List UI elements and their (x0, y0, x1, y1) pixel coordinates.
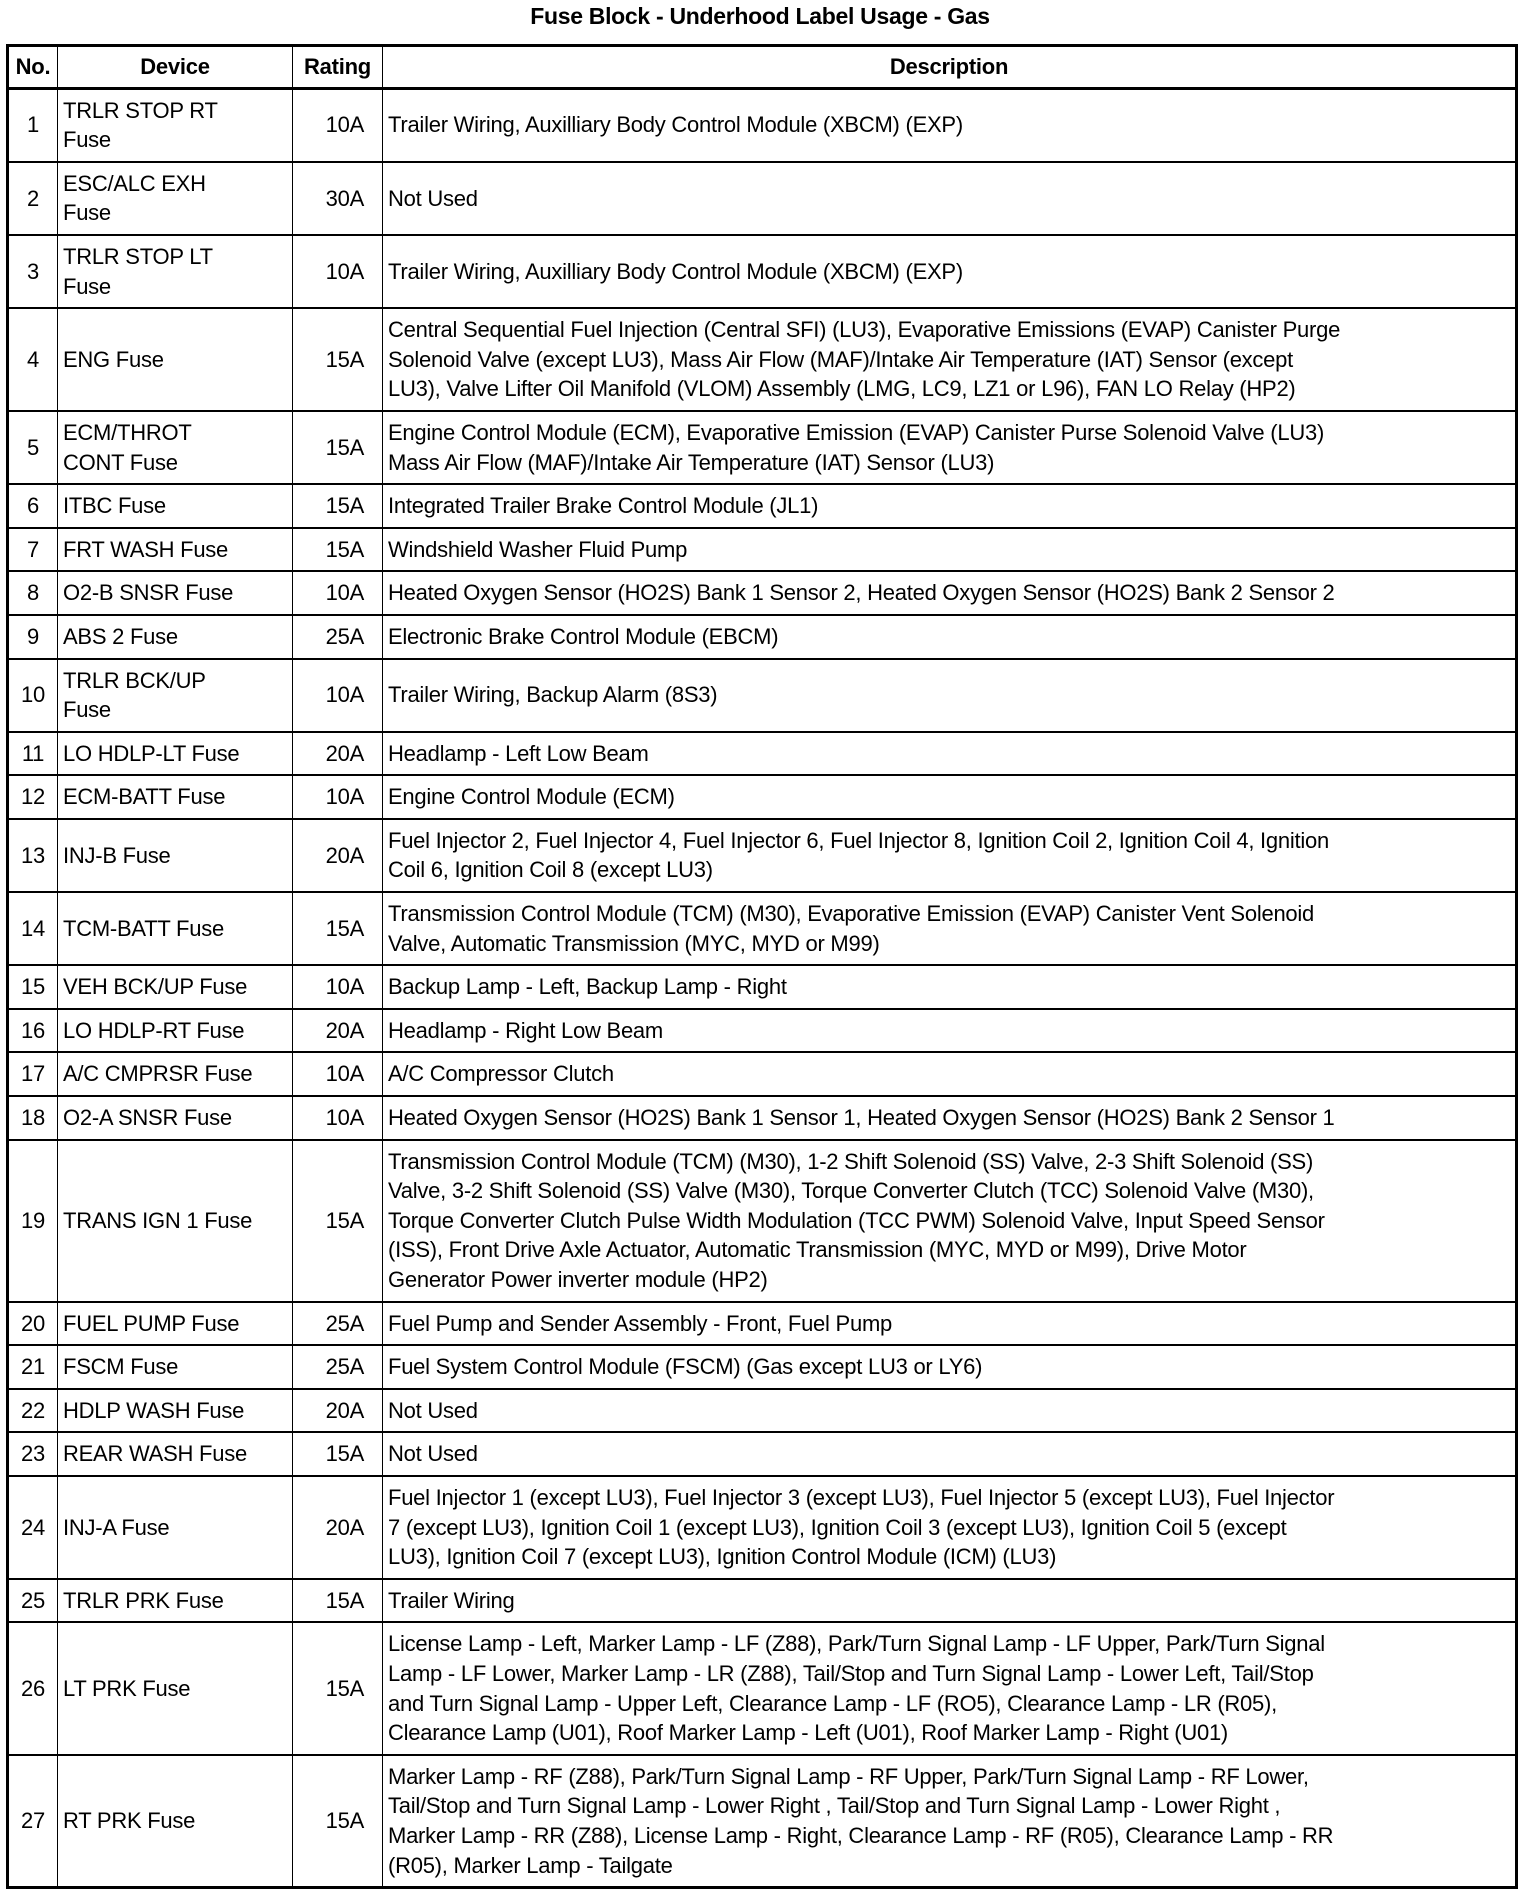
fuse-number: 6 (8, 484, 58, 528)
device-line: FUEL PUMP Fuse (63, 1310, 240, 1336)
table-row (8, 659, 1517, 732)
fuse-device (58, 1432, 293, 1476)
description-line: Tail/Stop and Turn Signal Lamp - Lower Right , Tail/Stop and Turn Signal Lamp - Lower Right , (388, 1793, 1281, 1819)
fuse-device (58, 965, 293, 1009)
table-row (8, 1579, 1517, 1623)
description-line: Fuel Injector 2, Fuel Injector 4, Fuel Injector 6, Fuel Injector 8, Ignition Coil 2, Ignition Coil 4, Ignition (388, 827, 1329, 853)
fuse-device (58, 732, 293, 776)
description-line: Trailer Wiring (388, 1587, 515, 1613)
fuse-device (58, 528, 293, 572)
fuse-description (383, 528, 1517, 572)
table-row (8, 1052, 1517, 1096)
description-line: Valve, Automatic Transmission (MYC, MYD or M99) (388, 930, 880, 956)
description-line: (R05), Marker Lamp - Tailgate (388, 1852, 673, 1878)
fuse-description (383, 1345, 1517, 1389)
fuse-rating: 10A (293, 1052, 383, 1096)
fuse-rating: 10A (293, 571, 383, 615)
fuse-device (58, 1622, 293, 1754)
device-line: ECM/THROT (63, 419, 192, 445)
fuse-number: 11 (8, 732, 58, 776)
fuse-rating: 30A (293, 162, 383, 235)
fuse-rating: 15A (293, 892, 383, 965)
fuse-description (383, 1476, 1517, 1579)
fuse-device (58, 484, 293, 528)
header-no: No. (8, 46, 58, 89)
description-line: Valve, 3-2 Shift Solenoid (SS) Valve (M30), Torque Converter Clutch (TCC) Solenoid Valve (M30), (388, 1178, 1314, 1204)
fuse-description (383, 308, 1517, 411)
fuse-device (58, 1476, 293, 1579)
device-line: LO HDLP-RT Fuse (63, 1017, 245, 1043)
device-line: FRT WASH Fuse (63, 536, 229, 562)
table-row (8, 1302, 1517, 1346)
fuse-number: 22 (8, 1389, 58, 1433)
device-line: Fuse (63, 127, 111, 153)
fuse-number: 12 (8, 775, 58, 819)
device-line: TRANS IGN 1 Fuse (63, 1207, 253, 1233)
fuse-number: 18 (8, 1096, 58, 1140)
table-row (8, 1009, 1517, 1053)
fuse-device (58, 1096, 293, 1140)
fuse-rating: 15A (293, 1622, 383, 1754)
description-line: Backup Lamp - Left, Backup Lamp - Right (388, 974, 787, 1000)
description-line: License Lamp - Left, Marker Lamp - LF (Z88), Park/Turn Signal Lamp - LF Upper, Park/Turn Signal (388, 1631, 1325, 1657)
device-line: LO HDLP-LT Fuse (63, 740, 240, 766)
description-line: Central Sequential Fuel Injection (Central SFI) (LU3), Evaporative Emissions (EVAP) Canister Purge (388, 317, 1341, 343)
description-line: Lamp - LF Lower, Marker Lamp - LR (Z88), Tail/Stop and Turn Signal Lamp - Lower Left, Tail/Stop (388, 1660, 1314, 1686)
fuse-device (58, 1052, 293, 1096)
table-row (8, 965, 1517, 1009)
table-row (8, 1476, 1517, 1579)
fuse-device (58, 411, 293, 484)
description-line: Heated Oxygen Sensor (HO2S) Bank 1 Sensor 2, Heated Oxygen Sensor (HO2S) Bank 2 Sensor 2 (388, 580, 1335, 606)
device-line: RT PRK Fuse (63, 1808, 196, 1834)
fuse-rating: 20A (293, 1389, 383, 1433)
device-line: CONT Fuse (63, 449, 178, 475)
fuse-number: 7 (8, 528, 58, 572)
fuse-description (383, 615, 1517, 659)
description-line: and Turn Signal Lamp - Upper Left, Clearance Lamp - LF (RO5), Clearance Lamp - LR (R05), (388, 1690, 1277, 1716)
device-line: INJ-A Fuse (63, 1514, 170, 1540)
table-row (8, 484, 1517, 528)
description-line: Fuel Pump and Sender Assembly - Front, Fuel Pump (388, 1310, 893, 1336)
device-line: ECM-BATT Fuse (63, 784, 226, 810)
description-line: (ISS), Front Drive Axle Actuator, Automatic Transmission (MYC, MYD or M99), Drive Motor (388, 1237, 1247, 1263)
fuse-description (383, 1302, 1517, 1346)
device-line: TRLR BCK/UP (63, 667, 206, 693)
fuse-device (58, 88, 293, 162)
description-line: Trailer Wiring, Backup Alarm (8S3) (388, 682, 718, 708)
fuse-description (383, 1140, 1517, 1302)
fuse-rating: 15A (293, 411, 383, 484)
fuse-number: 23 (8, 1432, 58, 1476)
table-row (8, 308, 1517, 411)
device-line: TCM-BATT Fuse (63, 915, 224, 941)
fuse-rating: 20A (293, 1476, 383, 1579)
fuse-description (383, 235, 1517, 308)
fuse-number: 10 (8, 659, 58, 732)
fuse-rating: 25A (293, 1345, 383, 1389)
fuse-rating: 15A (293, 308, 383, 411)
fuse-rating: 15A (293, 528, 383, 572)
fuse-description (383, 571, 1517, 615)
device-line: HDLP WASH Fuse (63, 1397, 245, 1423)
fuse-device (58, 819, 293, 892)
description-line: Engine Control Module (ECM) (388, 784, 675, 810)
description-line: Electronic Brake Control Module (EBCM) (388, 623, 779, 649)
table-row (8, 892, 1517, 965)
description-line: A/C Compressor Clutch (388, 1061, 614, 1087)
fuse-device (58, 775, 293, 819)
fuse-description (383, 732, 1517, 776)
fuse-rating: 25A (293, 1302, 383, 1346)
header-device: Device (58, 46, 293, 89)
fuse-device (58, 659, 293, 732)
device-line: TRLR STOP RT (63, 97, 218, 123)
device-line: Fuse (63, 273, 111, 299)
table-row (8, 1345, 1517, 1389)
fuse-number: 15 (8, 965, 58, 1009)
fuse-number: 24 (8, 1476, 58, 1579)
fuse-description (383, 1009, 1517, 1053)
description-line: Generator Power inverter module (HP2) (388, 1267, 768, 1292)
fuse-description (383, 1432, 1517, 1476)
device-line: ABS 2 Fuse (63, 623, 178, 649)
fuse-device (58, 162, 293, 235)
table-row (8, 1622, 1517, 1754)
fuse-rating: 10A (293, 965, 383, 1009)
fuse-number: 17 (8, 1052, 58, 1096)
fuse-description (383, 775, 1517, 819)
fuse-description (383, 965, 1517, 1009)
description-line: Transmission Control Module (TCM) (M30), Evaporative Emission (EVAP) Canister Vent Solenoid (388, 901, 1315, 927)
fuse-description (383, 1622, 1517, 1754)
table-row (8, 528, 1517, 572)
description-line: Fuel System Control Module (FSCM) (Gas except LU3 or LY6) (388, 1354, 983, 1380)
fuse-description (383, 1052, 1517, 1096)
fuse-rating: 10A (293, 775, 383, 819)
fuse-number: 9 (8, 615, 58, 659)
table-row (8, 775, 1517, 819)
fuse-number: 5 (8, 411, 58, 484)
fuse-rating: 25A (293, 615, 383, 659)
fuse-number: 1 (8, 88, 58, 162)
description-line: Marker Lamp - RF (Z88), Park/Turn Signal Lamp - RF Upper, Park/Turn Signal Lamp - RF Lower, (388, 1763, 1309, 1789)
fuse-device (58, 615, 293, 659)
device-line: ITBC Fuse (63, 493, 166, 519)
table-row (8, 88, 1517, 162)
table-row (8, 411, 1517, 484)
device-line: REAR WASH Fuse (63, 1441, 247, 1467)
description-line: LU3), Ignition Coil 7 (except LU3), Ignition Control Module (ICM) (LU3) (388, 1544, 1057, 1570)
fuse-number: 4 (8, 308, 58, 411)
table-row (8, 1140, 1517, 1302)
description-line: Engine Control Module (ECM), Evaporative Emission (EVAP) Canister Purse Solenoid Valve (LU3) (388, 419, 1325, 445)
device-line: ENG Fuse (63, 346, 164, 372)
device-line: O2-A SNSR Fuse (63, 1105, 232, 1131)
description-line: Trailer Wiring, Auxilliary Body Control Module (XBCM) (EXP) (388, 258, 963, 284)
table-row (8, 162, 1517, 235)
device-line: VEH BCK/UP Fuse (63, 974, 248, 1000)
description-line: Transmission Control Module (TCM) (M30), 1-2 Shift Solenoid (SS) Valve, 2-3 Shift Solenoid (SS) (388, 1148, 1314, 1174)
fuse-description (383, 162, 1517, 235)
fuse-device (58, 235, 293, 308)
fuse-number: 3 (8, 235, 58, 308)
fuse-rating: 20A (293, 1009, 383, 1053)
fuse-rating: 15A (293, 1140, 383, 1302)
device-line: LT PRK Fuse (63, 1675, 191, 1701)
table-row (8, 1432, 1517, 1476)
description-line: Marker Lamp - RR (Z88), License Lamp - Right, Clearance Lamp - RF (R05), Clearance Lamp - RR (388, 1822, 1334, 1848)
device-line: TRLR STOP LT (63, 243, 213, 269)
table-row (8, 571, 1517, 615)
description-line: Not Used (388, 1397, 478, 1423)
fuse-number: 26 (8, 1622, 58, 1754)
fuse-device (58, 1140, 293, 1302)
fuse-device (58, 571, 293, 615)
table-body (8, 88, 1517, 1888)
fuse-rating: 10A (293, 659, 383, 732)
fuse-rating: 20A (293, 819, 383, 892)
device-line: TRLR PRK Fuse (63, 1587, 224, 1613)
device-line: O2-B SNSR Fuse (63, 580, 234, 606)
fuse-number: 13 (8, 819, 58, 892)
fuse-description (383, 1579, 1517, 1623)
description-line: Trailer Wiring, Auxilliary Body Control Module (XBCM) (EXP) (388, 112, 963, 138)
table-row (8, 615, 1517, 659)
description-line: LU3), Valve Lifter Oil Manifold (VLOM) Assembly (LMG, LC9, LZ1 or L96), FAN LO Relay (HP2) (388, 376, 1296, 402)
device-line: ESC/ALC EXH (63, 170, 206, 196)
fuse-number: 14 (8, 892, 58, 965)
fuse-device (58, 892, 293, 965)
fuse-description (383, 892, 1517, 965)
fuse-device (58, 1302, 293, 1346)
fuse-number: 20 (8, 1302, 58, 1346)
fuse-number: 16 (8, 1009, 58, 1053)
fuse-device (58, 1009, 293, 1053)
device-line: Fuse (63, 200, 111, 226)
fuse-description (383, 659, 1517, 732)
page-title: Fuse Block - Underhood Label Usage - Gas (530, 3, 990, 29)
fuse-device (58, 1389, 293, 1433)
header-description: Description (383, 46, 1517, 89)
description-line: Torque Converter Clutch Pulse Width Modulation (TCC PWM) Solenoid Valve, Input Speed Sensor (388, 1207, 1325, 1233)
fuse-number: 19 (8, 1140, 58, 1302)
fuse-rating: 15A (293, 1579, 383, 1623)
table-row (8, 235, 1517, 308)
fuse-rating: 10A (293, 235, 383, 308)
fuse-rating: 10A (293, 88, 383, 162)
fuse-description (383, 88, 1517, 162)
description-line: Integrated Trailer Brake Control Module (JL1) (388, 493, 819, 519)
fuse-description (383, 1096, 1517, 1140)
table-header-row (8, 46, 1517, 89)
fuse-device (58, 1579, 293, 1623)
device-line: A/C CMPRSR Fuse (63, 1061, 253, 1087)
description-line: Coil 6, Ignition Coil 8 (except LU3) (388, 857, 713, 883)
device-line: INJ-B Fuse (63, 842, 171, 868)
table-row (8, 1389, 1517, 1433)
fuse-rating: 15A (293, 484, 383, 528)
table-row (8, 819, 1517, 892)
table-row (8, 1096, 1517, 1140)
fuse-description (383, 1389, 1517, 1433)
fuse-description (383, 484, 1517, 528)
fuse-rating: 15A (293, 1432, 383, 1476)
description-line: 7 (except LU3), Ignition Coil 1 (except LU3), Ignition Coil 3 (except LU3), Ignition Coil 5 (except (388, 1514, 1287, 1540)
description-line: Not Used (388, 185, 478, 211)
fuse-number: 27 (8, 1755, 58, 1888)
device-line: FSCM Fuse (63, 1354, 179, 1380)
description-line: Headlamp - Left Low Beam (388, 740, 649, 766)
header-rating: Rating (293, 46, 383, 89)
fuse-device (58, 308, 293, 411)
description-line: Windshield Washer Fluid Pump (388, 536, 688, 562)
fuse-table (6, 44, 1518, 1889)
description-line: Not Used (388, 1441, 478, 1467)
description-line: Fuel Injector 1 (except LU3), Fuel Injector 3 (except LU3), Fuel Injector 5 (except LU3), Fuel Injector (388, 1484, 1335, 1510)
table-row (8, 732, 1517, 776)
fuse-description (383, 819, 1517, 892)
description-line: Solenoid Valve (except LU3), Mass Air Flow (MAF)/Intake Air Temperature (IAT) Sensor (except (388, 346, 1294, 372)
fuse-device (58, 1345, 293, 1389)
fuse-rating: 20A (293, 732, 383, 776)
fuse-number: 21 (8, 1345, 58, 1389)
fuse-number: 25 (8, 1579, 58, 1623)
description-line: Clearance Lamp (U01), Roof Marker Lamp - Left (U01), Roof Marker Lamp - Right (U01) (388, 1720, 1228, 1746)
fuse-rating: 15A (293, 1755, 383, 1888)
fuse-number: 2 (8, 162, 58, 235)
description-line: Mass Air Flow (MAF)/Intake Air Temperature (IAT) Sensor (LU3) (388, 449, 995, 475)
fuse-description (383, 411, 1517, 484)
description-line: Headlamp - Right Low Beam (388, 1017, 663, 1043)
description-line: Heated Oxygen Sensor (HO2S) Bank 1 Sensor 1, Heated Oxygen Sensor (HO2S) Bank 2 Sensor 1 (388, 1105, 1335, 1131)
fuse-number: 8 (8, 571, 58, 615)
device-line: Fuse (63, 697, 111, 723)
fuse-rating: 10A (293, 1096, 383, 1140)
